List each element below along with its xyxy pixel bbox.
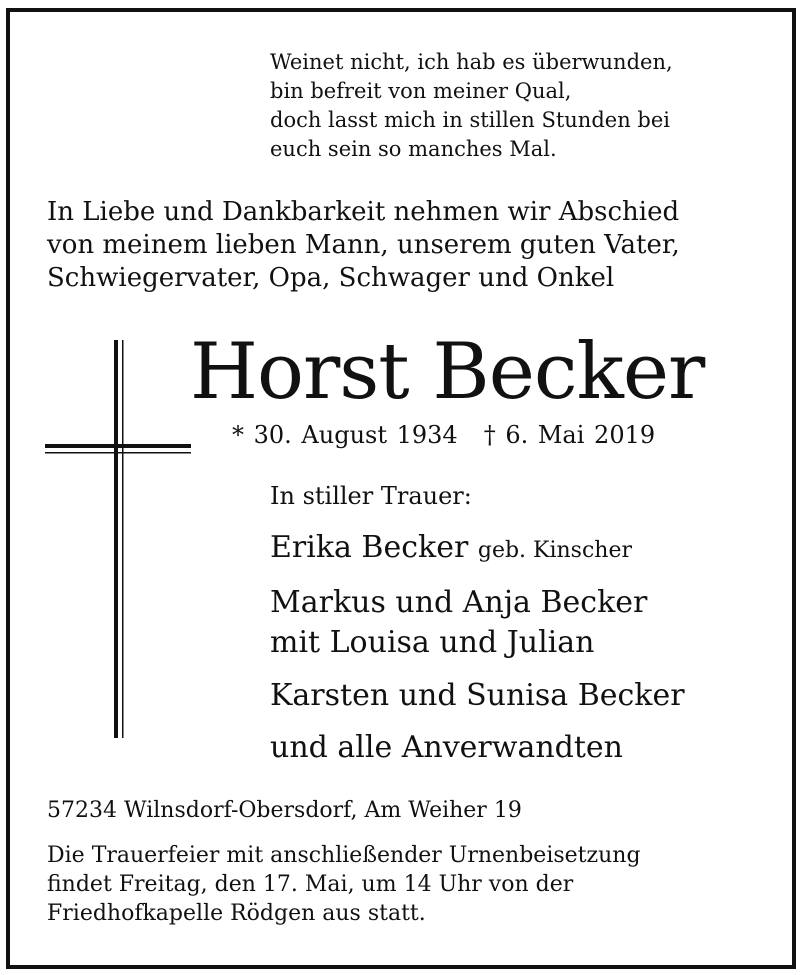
intro-line: Schwiegervater, Opa, Schwager und Onkel xyxy=(47,263,615,293)
notice-line: findet Freitag, den 17. Mai, um 14 Uhr von der xyxy=(47,872,574,897)
intro-line: von meinem lieben Mann, unserem guten Vater, xyxy=(47,230,680,260)
family-line: mit Louisa und Julian xyxy=(270,625,595,660)
poem-line: Weinet nicht, ich hab es überwunden, xyxy=(270,50,673,74)
mourner-relatives: und alle Anverwandten xyxy=(270,730,623,765)
cross-icon xyxy=(45,340,195,740)
intro-text xyxy=(47,196,680,295)
mourning-heading: In stiller Trauer: xyxy=(270,482,472,510)
notice-line: Die Trauerfeier mit anschließender Urnenbeisetzung xyxy=(47,843,641,868)
notice-line: Friedhofkapelle Rödgen aus statt. xyxy=(47,901,426,926)
poem xyxy=(270,48,673,164)
family-line: Markus und Anja Becker xyxy=(270,585,648,620)
deceased-name: Horst Becker xyxy=(190,327,705,417)
spouse-name: Erika Becker xyxy=(270,530,469,565)
mourner-family-1 xyxy=(270,583,647,663)
intro-line: In Liebe und Dankbarkeit nehmen wir Abschied xyxy=(47,197,680,227)
poem-line: bin befreit von meiner Qual, xyxy=(270,79,572,103)
birth-date: * 30. August 1934 xyxy=(232,421,458,449)
funeral-notice xyxy=(47,841,641,928)
spouse-maiden-name: geb. Kinscher xyxy=(477,538,632,563)
mourner-spouse xyxy=(270,528,632,571)
poem-line: euch sein so manches Mal. xyxy=(270,137,557,161)
poem-line: doch lasst mich in stillen Stunden bei xyxy=(270,108,670,132)
mourner-family-2: Karsten und Sunisa Becker xyxy=(270,678,685,713)
life-dates xyxy=(232,419,655,451)
address: 57234 Wilnsdorf-Obersdorf, Am Weiher 19 xyxy=(47,798,522,823)
death-date: † 6. Mai 2019 xyxy=(483,421,656,449)
